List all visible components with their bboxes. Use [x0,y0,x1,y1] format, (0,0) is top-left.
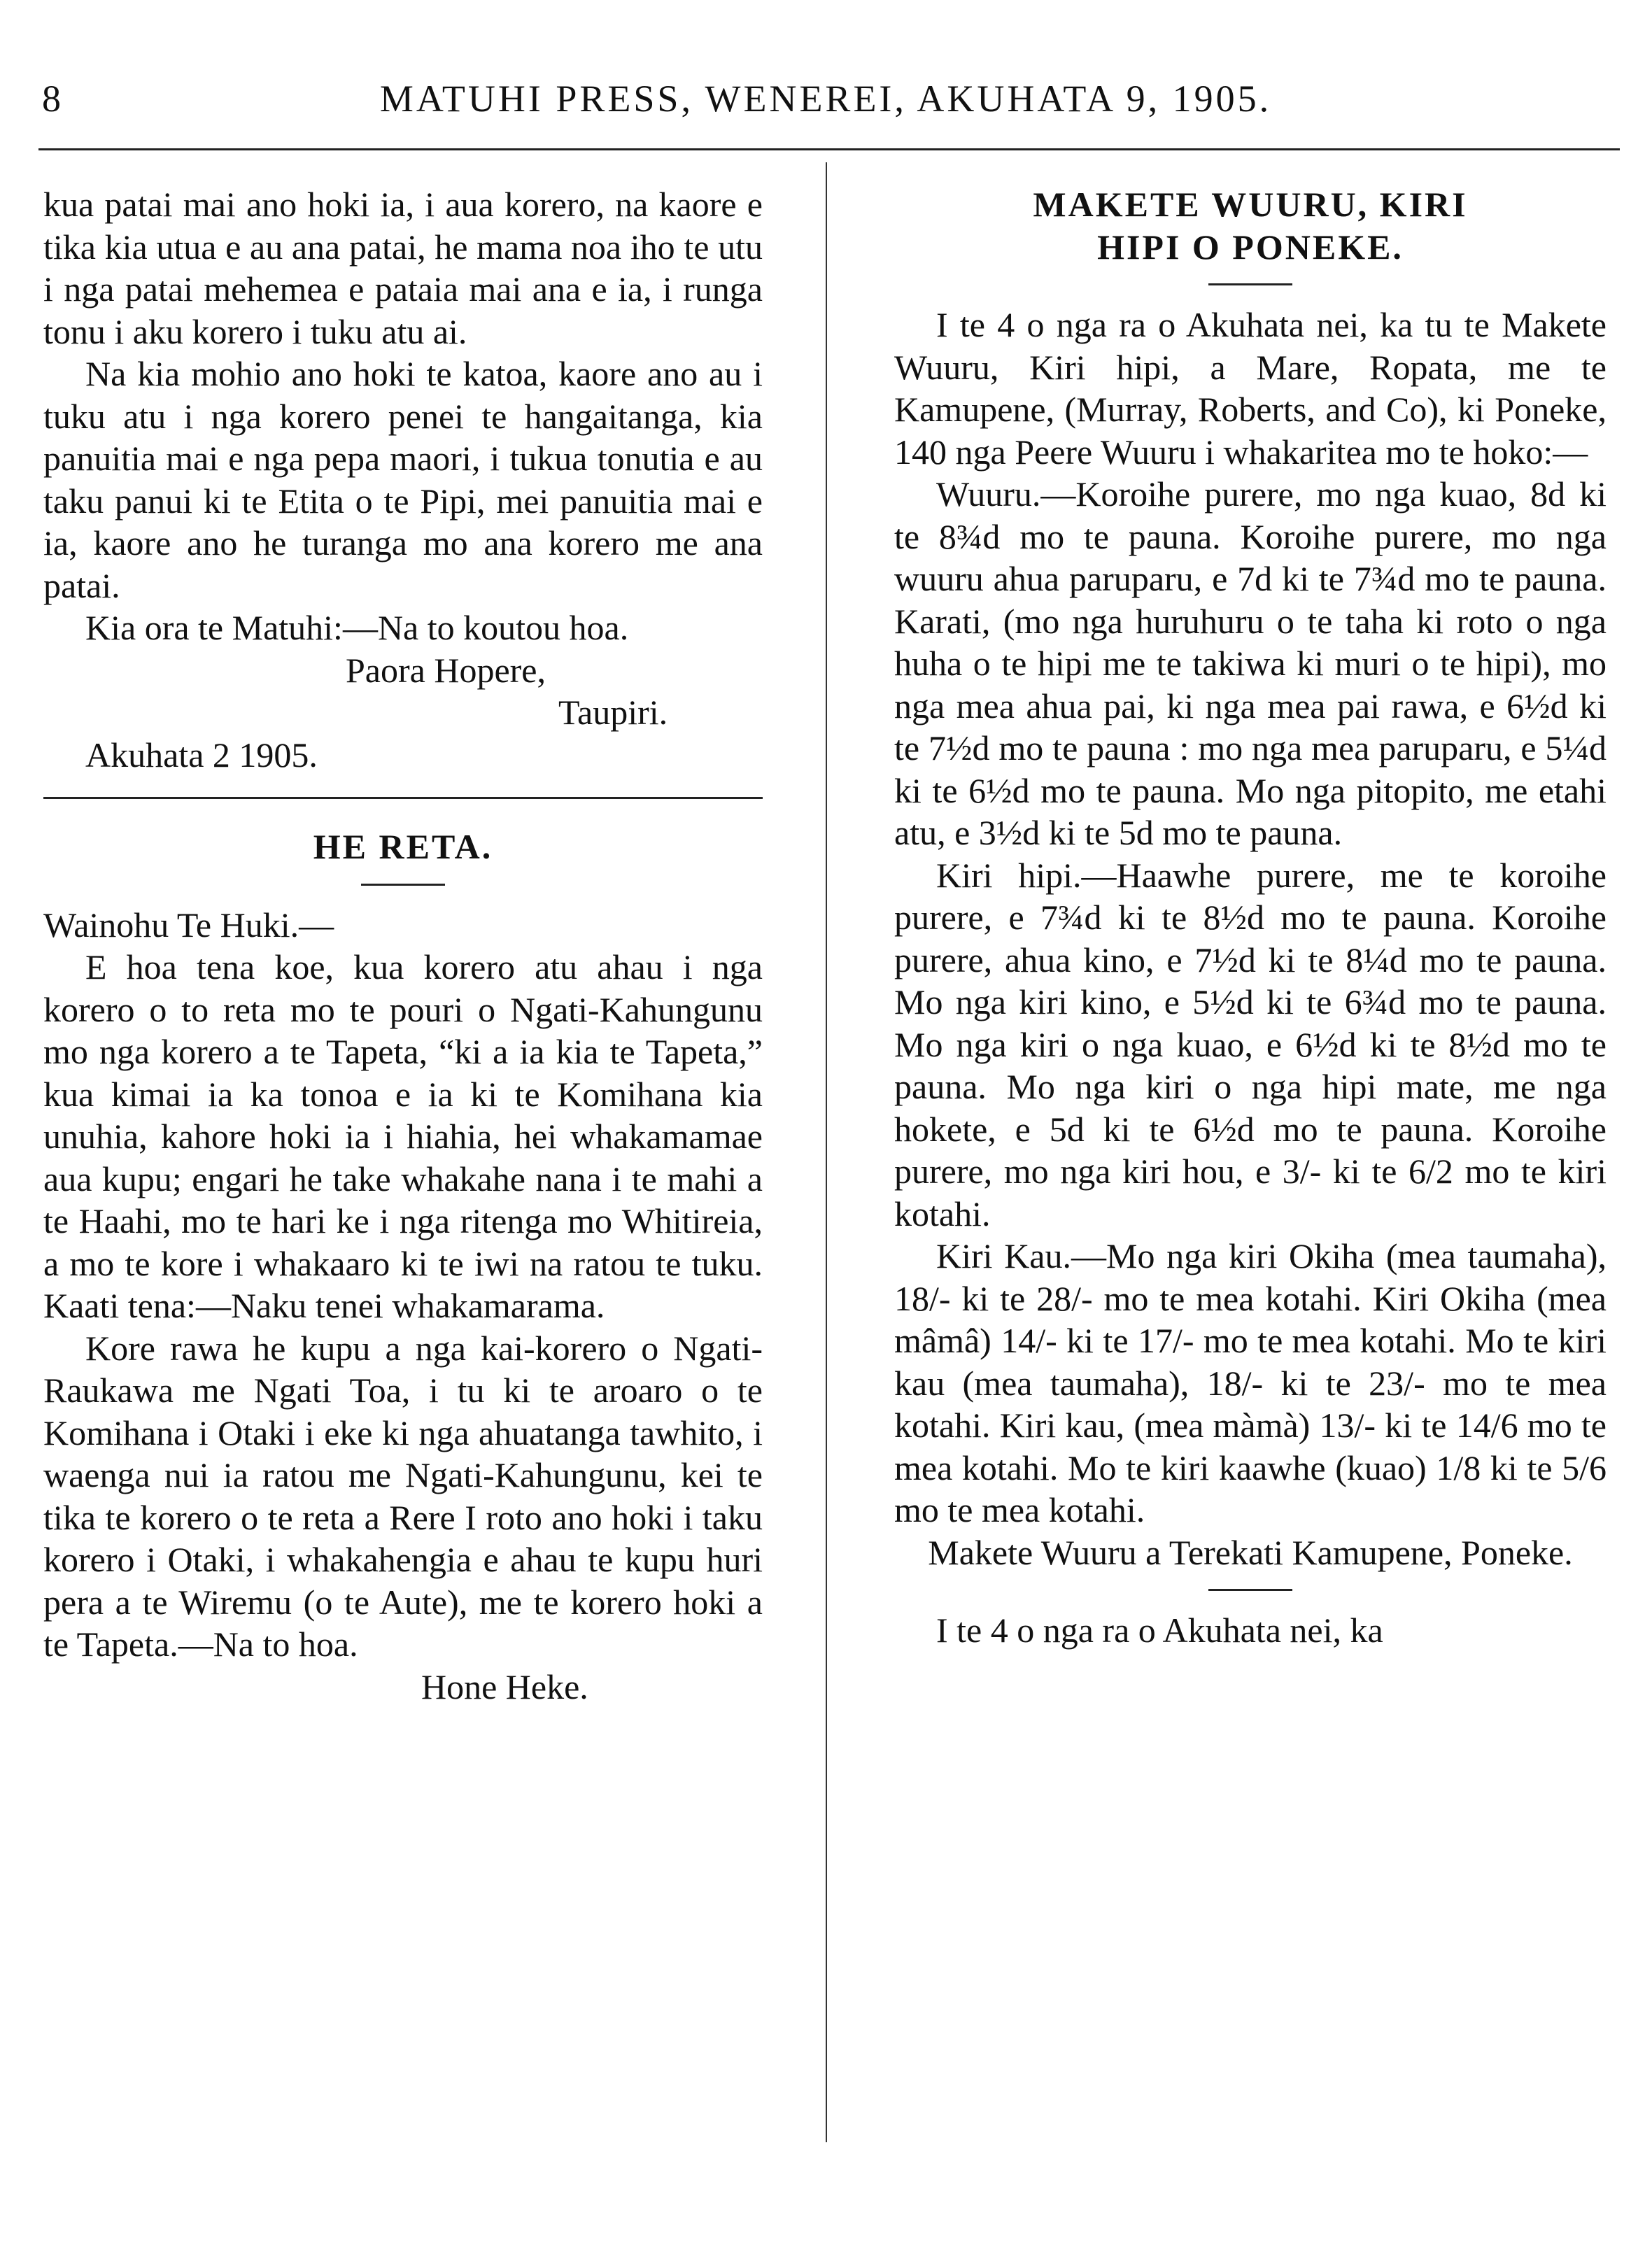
section-rule [43,797,763,799]
letter1-date: Akuhata 2 1905. [85,735,318,774]
market1-title-line2: HIPI O PONEKE. [1097,227,1404,267]
market1-title-rule [1208,283,1292,285]
market1-title-line1: MAKETE WUURU, KIRI [1033,185,1468,224]
market1-paragraph-hides: Kiri Kau.—Mo nga kiri Okiha (mea taumaha), 18/- ki te 28/- mo te mea kotahi. Kiri Okiha (mea mâmâ) 14/- ki te 17/- mo te mea kotahi. Mo te kiri kau (mea taumaha), 18/- ki te 23/- mo te mea kotahi. Kiri kau, (mea màmà) 13/- ki te 14/6 mo te mea kotahi. Mo te kiri kaawhe (kuao) 1/8 ki te 5/6 mo te mea kotahi. [894,1236,1607,1529]
letter1-paragraph-1: kua patai mai ano hoki ia, i aua korero, na kaore e tika kia utua e au ana patai, he mama noa iho te utu i nga patai mehemea e pataia mai ana e ia, i runga tonu i aku korero i tuku atu ai. [43,185,763,351]
letter2-paragraph-1: E hoa tena koe, kua korero atu ahau i nga korero o to reta mo te pouri o Ngati-Kahungunu mo nga korero a te Tapeta, “ki a ia kia te Tapeta,” kua kimai ia ka tonoa e ia ki te Komihana kia unuhia, kahore hoki ia i hiahia, hei whakamamae aua kupu; engari he take whakahe nana i te mahi a te Haahi, mo te hari ke i nga ritenga mo Whitireia, a mo te kore i whakaaro ki te iwi na ratou te tuku. Kaati tena:—Naku tenei whakamarama. [43,947,763,1325]
market2-opening: I te 4 o nga ra o Akuhata nei, ka [936,1611,1383,1650]
letter2-title-rule [361,884,445,886]
market1-paragraph-1: I te 4 o nga ra o Akuhata nei, ka tu te Makete Wuuru, Kiri hipi, a Mare, Ropata, me te Kamupene, (Murray, Roberts, and Co), ki Poneke, 140 nga Peere Wuuru i whakaritea mo te hoko:— [894,305,1607,472]
market1-paragraph-wool: Wuuru.—Koroihe purere, mo nga kuao, 8d ki te 8¾d mo te pauna. Koroihe purere, mo nga wuuru ahua paruparu, e 7d ki te 7¾d mo te pauna. Karati, (mo nga huruhuru o te taha ki roto o nga huha o te hipi me te takiwa ki muri o te hipi), mo nga mea ahua pai, ki nga mea pai rawa, e 6½d ki te 7½d mo te pauna : mo nga mea paruparu, e 5¼d ki te 6½d mo te pauna. Mo nga pitopito, me etahi atu, e 3½d ki te 5d mo te pauna. [894,474,1607,852]
right-column [894,183,1607,1652]
market2-title-rule [1208,1589,1292,1591]
masthead: MATUHI PRESS, WENEREI, AKUHATA 9, 1905. [379,78,1272,120]
column-divider [826,162,827,2142]
letter2-signature: Hone Heke. [421,1667,588,1706]
letter2-paragraph-2: Kore rawa he kupu a nga kai-korero o Ngati-Raukawa me Ngati Toa, i tu ki te aroaro o te Komihana i Otaki i eke ki nga ahuatanga tawhito, i waenga nui ia ratou me Ngati-Kahungunu, kei te tika te korero o te reta a Rere I roto ano hoki i taku korero i Otaki, i whakahengia e ahau te kupu huri pera a te Wiremu (o te Aute), me te korero hoki a te Tapeta.—Na to hoa. [43,1328,763,1664]
left-column [43,183,763,1708]
letter2-title: HE RETA. [313,827,493,866]
market2-title: Makete Wuuru a Terekati Kamupene, Poneke. [928,1532,1573,1572]
page-header [28,77,1623,133]
letter1-paragraph-3: Kia ora te Matuhi:—Na to koutou hoa. [85,608,629,647]
letter1-signature-place: Taupiri. [558,693,668,732]
letter2-salutation: Wainohu Te Huki.— [43,905,334,944]
letter1-paragraph-2: Na kia mohio ano hoki te katoa, kaore ano au i tuku atu i nga korero penei te hangaitanga, kia panuitia mai e nga pepa maori, i tukua tonutia e au taku panui ki te Etita o te Pipi, mei panuitia mai e ia, kaore ano he turanga mo ana korero me ana patai. [43,354,763,605]
page-number: 8 [42,78,62,120]
letter1-signature-name: Paora Hopere, [346,650,546,690]
market1-paragraph-sheepskins: Kiri hipi.—Haawhe purere, me te koroihe purere, e 7¾d ki te 8½d mo te pauna. Koroihe purere, ahua kino, e 7½d ki te 8¼d mo te pauna. Mo nga kiri kino, e 5½d ki te 6¾d mo te pauna. Mo nga kiri o nga kuao, e 6½d ki te 8½d mo te pauna. Mo nga kiri o nga hipi mate, me nga hokete, e 5d ki te 6½d mo te pauna. Koroihe purere, mo nga kiri hou, e 3/- ki te 6/2 mo te kiri kotahi. [894,855,1607,1233]
header-rule [38,148,1620,150]
